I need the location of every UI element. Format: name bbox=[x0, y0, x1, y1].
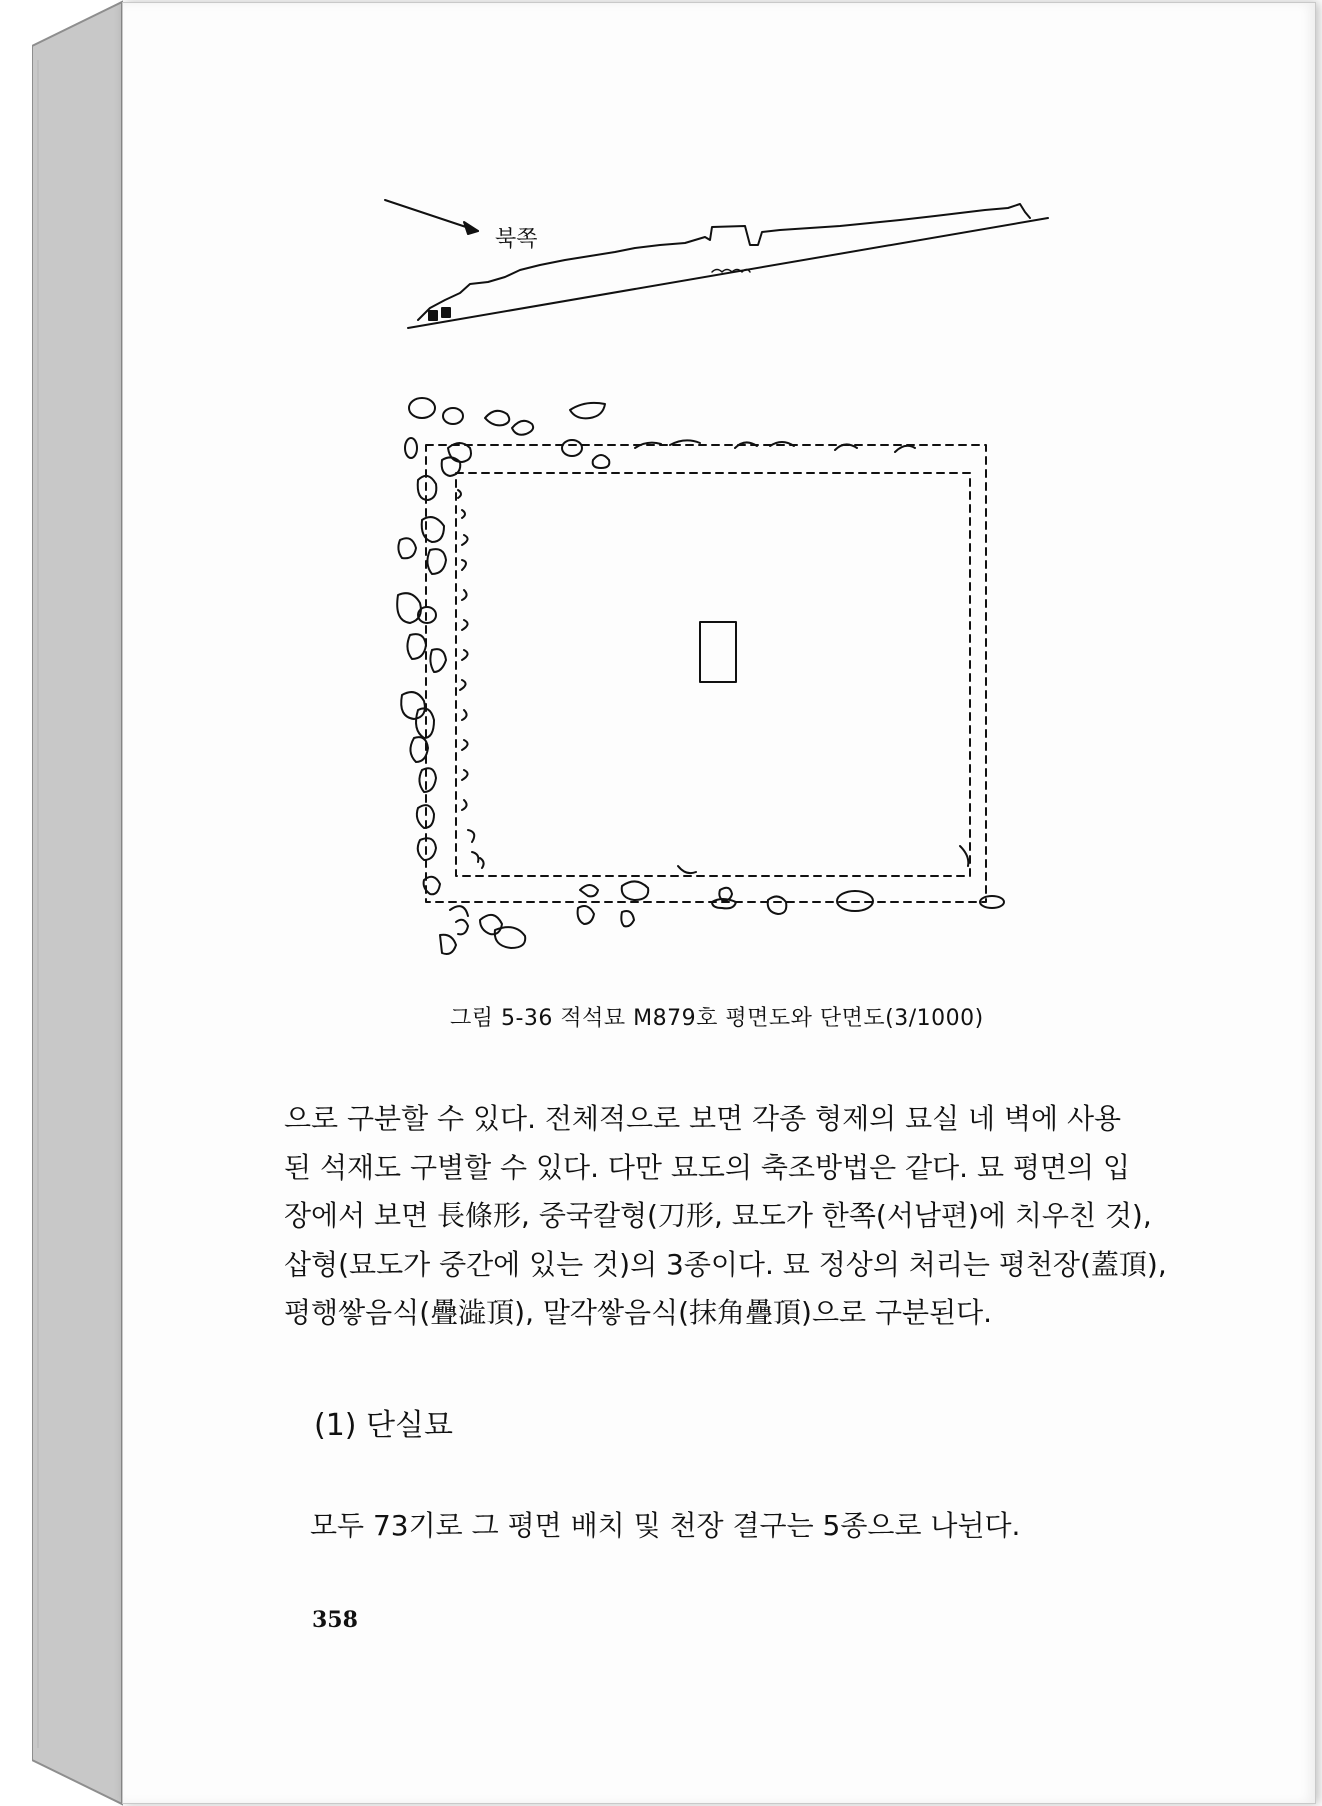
paragraph-line: 평행쌓음식(疊澁頂), 말각쌓음식(抹角疊頂)으로 구분된다. bbox=[284, 1296, 993, 1329]
figure-caption: 그림 5-36 적석묘 M879호 평면도와 단면도(3/1000) bbox=[450, 1006, 984, 1031]
page-number: 358 bbox=[312, 1607, 358, 1633]
north-direction-label: 북쪽 bbox=[495, 227, 538, 252]
tomb-drawing-figure bbox=[360, 190, 1060, 990]
plan-drawing bbox=[397, 398, 1004, 954]
book-spine bbox=[32, 0, 124, 1806]
body-paragraph bbox=[284, 1095, 1184, 1338]
paragraph-line: 장에서 보면 長條形, 중국칼형(刀形, 묘도가 한쪽(서남편)에 치우친 것), bbox=[284, 1199, 1152, 1232]
section-heading: (1) 단실묘 bbox=[314, 1408, 453, 1443]
paragraph-line: 으로 구분할 수 있다. 전체적으로 보면 각종 형제의 묘실 네 벽에 사용 bbox=[284, 1102, 1122, 1135]
tomb-drawing bbox=[360, 190, 1060, 990]
cross-section-drawing bbox=[385, 200, 1048, 328]
summary-line: 모두 73기로 그 평면 배치 및 천장 결구는 5종으로 나뉜다. bbox=[310, 1509, 1021, 1542]
paragraph-line: 된 석재도 구별할 수 있다. 다만 묘도의 축조방법은 같다. 묘 평면의 입 bbox=[284, 1150, 1131, 1184]
paragraph-line: 삽형(묘도가 중간에 있는 것)의 3종이다. 묘 정상의 처리는 평천장(蓋頂), bbox=[284, 1247, 1167, 1281]
